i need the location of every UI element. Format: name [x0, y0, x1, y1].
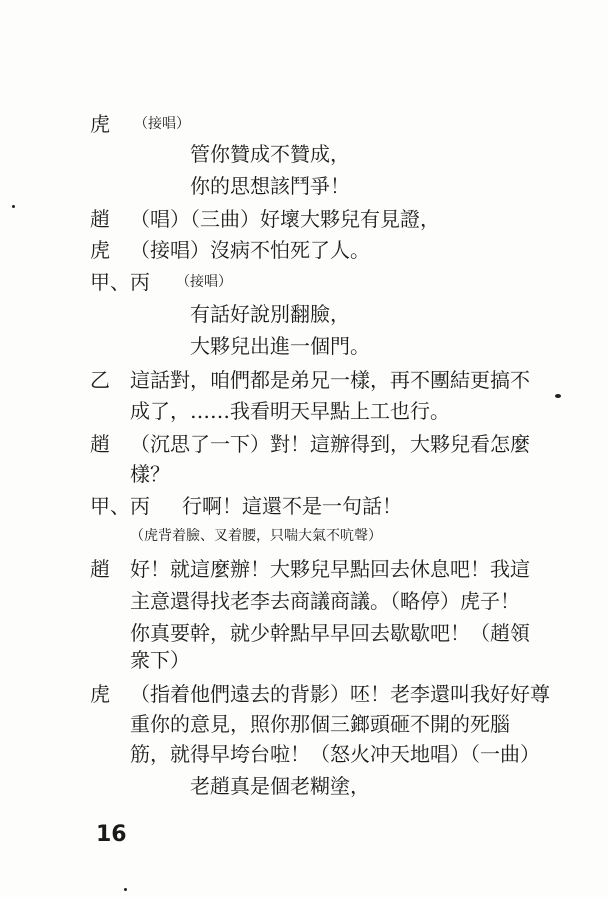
verse-line: 大夥兒出進一個門。	[190, 334, 370, 358]
verse-line: 老趙真是個老糊塗，	[190, 774, 370, 798]
verse-line: 有話好說別翻臉，	[190, 302, 350, 326]
dialogue-line: 筋，就得早垮台啦！（怒火冲天地唱）（一曲）	[130, 742, 540, 766]
speck-mark	[12, 205, 15, 208]
dialogue-line: 重你的意見，照你那個三鎯頭砸不開的死腦	[130, 712, 510, 736]
speaker-label: 趙	[90, 432, 110, 456]
dialogue-line: 這話對，咱們都是弟兄一樣，再不團結更搞不	[130, 368, 530, 392]
stage-direction: （接唱）	[176, 274, 232, 290]
page-number: 16	[96, 822, 127, 847]
dialogue-line: 好！就這麼辦！大夥兒早點回去休息吧！我這	[130, 557, 530, 581]
dialogue-line: （接唱）沒病不怕死了人。	[130, 238, 370, 262]
speck-mark	[124, 888, 127, 891]
stage-direction: （接唱）	[134, 116, 190, 132]
speaker-label: 趙	[90, 557, 110, 581]
dialogue-line: 成了，……我看明天早點上工也行。	[130, 399, 450, 423]
dialogue-line: （沉思了一下）對！這辦得到，大夥兒看怎麼	[130, 432, 530, 456]
dialogue-line: （唱）（三曲）好壞大夥兒有見證，	[130, 207, 440, 231]
dialogue-line: （指着他們遠去的背影）呸！老李還叫我好好尊	[130, 682, 550, 706]
dialogue-line: 主意還得找老李去商議商議。（略停）虎子！	[130, 589, 520, 613]
dialogue-line: 你真要幹，就少幹點早早回去歇歇吧！（趙領	[130, 621, 530, 645]
dialogue-line: 衆下）	[130, 648, 190, 672]
stage-direction: （虎背着臉、叉着腰，只喘大氣不吭聲）	[130, 528, 382, 544]
speck-mark	[555, 394, 561, 398]
speaker-label: 甲、丙	[90, 494, 150, 518]
speaker-label: 趙	[90, 207, 110, 231]
dialogue-line: 行啊！這還不是一句話！	[182, 494, 402, 518]
speaker-label: 甲、丙	[90, 270, 150, 294]
verse-line: 管你贊成不贊成，	[190, 142, 350, 166]
speaker-label: 乙	[90, 368, 110, 392]
speaker-label: 虎	[90, 238, 110, 262]
verse-line: 你的思想該鬥爭！	[190, 174, 350, 198]
speaker-label: 虎	[90, 682, 110, 706]
dialogue-line: 樣？	[130, 462, 170, 486]
speaker-label: 虎	[90, 112, 110, 136]
